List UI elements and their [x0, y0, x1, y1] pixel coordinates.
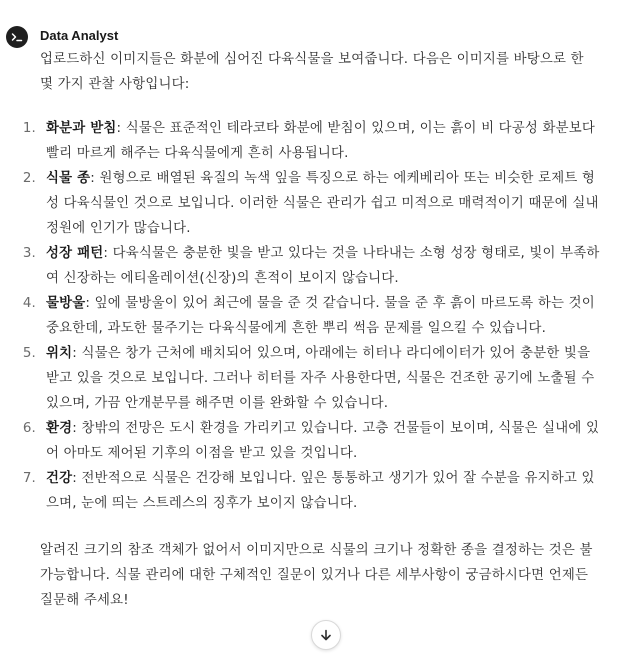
list-item [22, 341, 600, 416]
list-item-text: : 다육식물은 충분한 빛을 받고 있다는 것을 나타내는 소형 성장 형태로, 빛이 부족하여 신장하는 에티올레이션(신장)의 흔적이 보이지 않습니다. [46, 246, 600, 286]
terminal-prompt-icon [10, 30, 24, 44]
intro-paragraph: 업로드하신 이미지들은 화분에 심어진 다육식물을 보여줍니다. 다음은 이미지를 바탕으로 한 몇 가지 관찰 사항입니다: [40, 52, 584, 92]
list-item-label: 물방울 [46, 296, 86, 311]
list-item-text: : 식물은 창가 근처에 배치되어 있으며, 아래에는 히터나 라디에이터가 있어 충분한 빛을 받고 있을 것으로 보입니다. 그러나 히터를 자주 사용한다면, 식물은 건조한 공기에 노출될 수 있으며, 가끔 안개분무를 해주면 이를 완화할 수 있습니다. [46, 346, 595, 411]
list-item-label: 환경 [46, 421, 73, 436]
list-item [22, 116, 600, 166]
list-item-number: 4. [22, 296, 36, 311]
list-item-number: 5. [22, 346, 36, 361]
list-item-text: : 식물은 표준적인 테라코타 화분에 받침이 있으며, 이는 흙이 비 다공성 화분보다 빨리 마르게 해주는 다육식물에게 흔히 사용됩니다. [46, 121, 596, 161]
list-item-label: 성장 패턴 [46, 246, 104, 261]
list-item-text: : 원형으로 배열된 육질의 녹색 잎을 특징으로 하는 에케베리아 또는 비슷한 로제트 형성 다육식물인 것으로 보입니다. 이러한 식물은 관리가 쉽고 미적으로 매력적이기 때문에 실내 정원에 인기가 많습니다. [46, 171, 599, 236]
list-item-label: 식물 종 [46, 171, 91, 186]
list-item-label: 건강 [46, 471, 73, 486]
list-item [22, 291, 600, 341]
list-item-number: 1. [22, 121, 36, 136]
list-item-text: : 창밖의 전망은 도시 환경을 가리키고 있습니다. 고층 건물들이 보이며, 식물은 실내에 있어 아마도 제어된 기후의 이점을 받고 있을 것입니다. [46, 421, 600, 461]
list-item-text: : 전반적으로 식물은 건강해 보입니다. 잎은 통통하고 생기가 있어 잘 수분을 유지하고 있으며, 눈에 띄는 스트레스의 징후가 보이지 않습니다. [46, 471, 595, 511]
message-content [22, 47, 600, 613]
list-item-number: 7. [22, 471, 36, 486]
sender-name: Data Analyst [40, 28, 119, 43]
list-item-number: 6. [22, 421, 36, 436]
outro-paragraph: 알려진 크기의 참조 객체가 없어서 이미지만으로 식물의 크기나 정확한 종을 결정하는 것은 불가능합니다. 식물 관리에 대한 구체적인 질문이 있거나 다른 세부사항이 궁금하시다면 언제든 질문해 주세요! [40, 543, 593, 608]
list-item [22, 241, 600, 291]
list-item-number: 3. [22, 246, 36, 261]
observation-list [22, 116, 600, 516]
arrow-down-icon [319, 628, 333, 642]
list-item-label: 화분과 받침 [46, 121, 117, 136]
list-item-text: : 잎에 물방울이 있어 최근에 물을 준 것 같습니다. 물을 준 후 흙이 마르도록 하는 것이 중요한데, 과도한 물주기는 다육식물에게 흔한 뿌리 썩음 문제를 일으킬 수 있습니다. [46, 296, 595, 336]
list-item-label: 위치 [46, 346, 73, 361]
assistant-avatar [6, 26, 28, 48]
list-item [22, 416, 600, 466]
list-item [22, 466, 600, 516]
scroll-to-bottom-button[interactable] [311, 620, 341, 650]
list-item [22, 166, 600, 241]
list-item-number: 2. [22, 171, 36, 186]
